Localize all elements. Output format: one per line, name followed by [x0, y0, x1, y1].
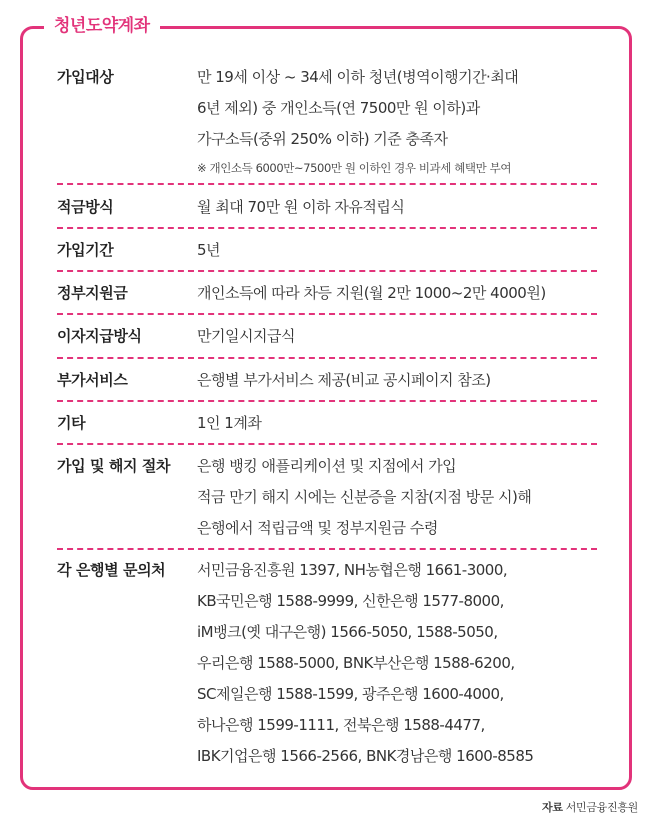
table-row	[57, 185, 597, 229]
value-line: 은행에서 적립금액 및 정부지원금 수령	[197, 519, 438, 537]
row-value	[197, 321, 597, 357]
value-line: 은행별 부가서비스 제공(비교 공시페이지 참조)	[197, 371, 491, 389]
row-label: 적금방식	[57, 198, 114, 216]
value-line: 5년	[197, 241, 221, 259]
row-label: 각 은행별 문의처	[57, 561, 166, 579]
row-label: 부가서비스	[57, 371, 128, 389]
info-table	[57, 58, 597, 772]
value-line: 우리은행 1588-5000, BNK부산은행 1588-6200,	[197, 654, 515, 672]
table-row	[57, 359, 597, 402]
row-label: 가입기간	[57, 241, 114, 259]
row-value	[197, 278, 597, 313]
row-value	[197, 408, 597, 443]
value-line: 은행 뱅킹 애플리케이션 및 지점에서 가입	[197, 457, 457, 475]
value-note: ※ 개인소득 6000만~7500만 원 이하인 경우 비과세 혜택만 부여	[197, 161, 512, 175]
table-row	[57, 315, 597, 359]
value-line: iM뱅크(옛 대구은행) 1566-5050, 1588-5050,	[197, 623, 498, 641]
table-row	[57, 402, 597, 445]
row-value	[197, 365, 597, 400]
value-line: IBK기업은행 1566-2566, BNK경남은행 1600-8585	[197, 747, 534, 765]
value-line: 1인 1계좌	[197, 414, 262, 432]
row-value	[197, 192, 597, 227]
source-value: 서민금융진흥원	[565, 801, 638, 814]
row-value	[197, 555, 597, 772]
table-row	[57, 229, 597, 272]
source-label: 자료	[542, 801, 563, 814]
row-value	[197, 451, 597, 548]
row-label: 기타	[57, 414, 86, 432]
value-line: 6년 제외) 중 개인소득(연 7500만 원 이하)과	[197, 99, 480, 117]
row-label: 이자지급방식	[57, 327, 142, 345]
value-line: 적금 만기 해지 시에는 신분증을 지참(지점 방문 시)해	[197, 488, 532, 506]
row-label: 정부지원금	[57, 284, 128, 302]
source-credit	[542, 800, 638, 816]
row-value	[197, 235, 597, 270]
row-label: 가입대상	[57, 68, 114, 86]
value-line: 하나은행 1599-1111, 전북은행 1588-4477,	[197, 716, 485, 734]
value-line: 만 19세 이상 ~ 34세 이하 청년(병역이행기간·최대	[197, 68, 519, 86]
value-line: 서민금융진흥원 1397, NH농협은행 1661-3000,	[197, 561, 508, 579]
value-line: 가구소득(중위 250% 이하) 기준 충족자	[197, 130, 448, 148]
table-row	[57, 58, 597, 185]
table-row	[57, 445, 597, 550]
row-label: 가입 및 해지 절차	[57, 457, 171, 475]
value-line: KB국민은행 1588-9999, 신한은행 1577-8000,	[197, 592, 504, 610]
table-row	[57, 272, 597, 315]
row-value	[197, 62, 597, 183]
value-line: 월 최대 70만 원 이하 자유적립식	[197, 198, 405, 216]
value-line: SC제일은행 1588-1599, 광주은행 1600-4000,	[197, 685, 504, 703]
table-row	[57, 550, 597, 772]
value-line: 개인소득에 따라 차등 지원(월 2만 1000~2만 4000원)	[197, 284, 546, 302]
box-title: 청년도약계좌	[44, 13, 160, 39]
value-line: 만기일시지급식	[197, 327, 295, 345]
